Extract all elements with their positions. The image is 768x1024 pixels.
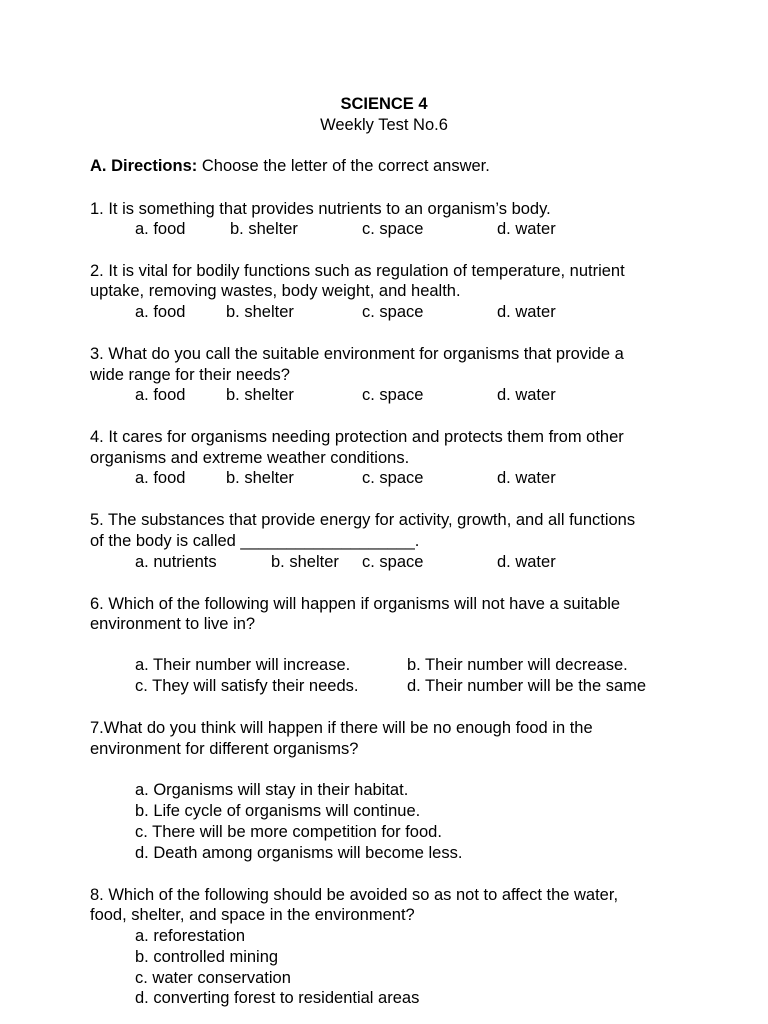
question-1-option-a: a. food xyxy=(135,220,186,238)
question-5-option-c: c. space xyxy=(362,553,424,571)
question-1-option-d: d. water xyxy=(497,220,556,238)
question-7-option-c: c. There will be more competition for food. xyxy=(135,823,442,841)
question-2-option-a: a. food xyxy=(135,303,186,321)
question-5-option-d: d. water xyxy=(497,553,556,571)
question-1-text: 1. It is something that provides nutrients to an organism’s body. xyxy=(90,200,551,218)
question-2-text-line-2: uptake, removing wastes, body weight, and health. xyxy=(90,282,461,300)
question-5-option-a: a. nutrients xyxy=(135,553,217,571)
question-5-text-line-2: of the body is called ___________________. xyxy=(90,532,420,550)
question-4-option-a: a. food xyxy=(135,469,186,487)
question-3-option-b: b. shelter xyxy=(226,386,294,404)
question-4-text-line-1: 4. It cares for organisms needing protection and protects them from other xyxy=(90,428,624,446)
question-6-option-c: c. They will satisfy their needs. xyxy=(135,677,359,695)
question-8-text-line-2: food, shelter, and space in the environment? xyxy=(90,906,415,924)
directions-label: A. Directions: xyxy=(90,157,198,175)
question-5-option-b: b. shelter xyxy=(271,553,339,571)
question-7-option-b: b. Life cycle of organisms will continue. xyxy=(135,802,421,820)
question-2-option-b: b. shelter xyxy=(226,303,294,321)
page-subtitle: Weekly Test No.6 xyxy=(320,116,448,134)
question-4-option-d: d. water xyxy=(497,469,556,487)
question-4-text-line-2: organisms and extreme weather conditions. xyxy=(90,449,410,467)
page-title: SCIENCE 4 xyxy=(340,95,428,113)
question-7-option-a: a. Organisms will stay in their habitat. xyxy=(135,781,409,799)
question-6-option-b: b. Their number will decrease. xyxy=(407,656,628,674)
directions xyxy=(90,156,490,176)
question-2-option-d: d. water xyxy=(497,303,556,321)
question-4-option-c: c. space xyxy=(362,469,424,487)
question-8-option-b: b. controlled mining xyxy=(135,948,279,966)
question-3-option-a: a. food xyxy=(135,386,186,404)
directions-text: Choose the letter of the correct answer. xyxy=(197,157,490,175)
question-2-text-line-1: 2. It is vital for bodily functions such as regulation of temperature, nutrient xyxy=(90,262,625,280)
question-6-option-d: d. Their number will be the same xyxy=(407,677,647,695)
question-3-text-line-1: 3. What do you call the suitable environment for organisms that provide a xyxy=(90,345,624,363)
question-8-option-a: a. reforestation xyxy=(135,927,246,945)
question-7-option-d: d. Death among organisms will become less. xyxy=(135,844,463,862)
question-8-option-d: d. converting forest to residential areas xyxy=(135,989,420,1007)
question-1-option-c: c. space xyxy=(362,220,424,238)
question-1-option-b: b. shelter xyxy=(230,220,298,238)
question-6-option-a: a. Their number will increase. xyxy=(135,656,351,674)
question-3-option-d: d. water xyxy=(497,386,556,404)
question-7-text-line-2: environment for different organisms? xyxy=(90,740,359,758)
question-6-text-line-1: 6. Which of the following will happen if organisms will not have a suitable xyxy=(90,595,621,613)
question-6-text-line-2: environment to live in? xyxy=(90,615,256,633)
question-2-option-c: c. space xyxy=(362,303,424,321)
question-7-text-line-1: 7.What do you think will happen if there will be no enough food in the xyxy=(90,719,593,737)
question-3-option-c: c. space xyxy=(362,386,424,404)
question-8-option-c: c. water conservation xyxy=(135,969,291,987)
question-8-text-line-1: 8. Which of the following should be avoided so as not to affect the water, xyxy=(90,886,619,904)
question-4-option-b: b. shelter xyxy=(226,469,294,487)
question-3-text-line-2: wide range for their needs? xyxy=(90,366,290,384)
question-5-text-line-1: 5. The substances that provide energy for activity, growth, and all functions xyxy=(90,511,636,529)
